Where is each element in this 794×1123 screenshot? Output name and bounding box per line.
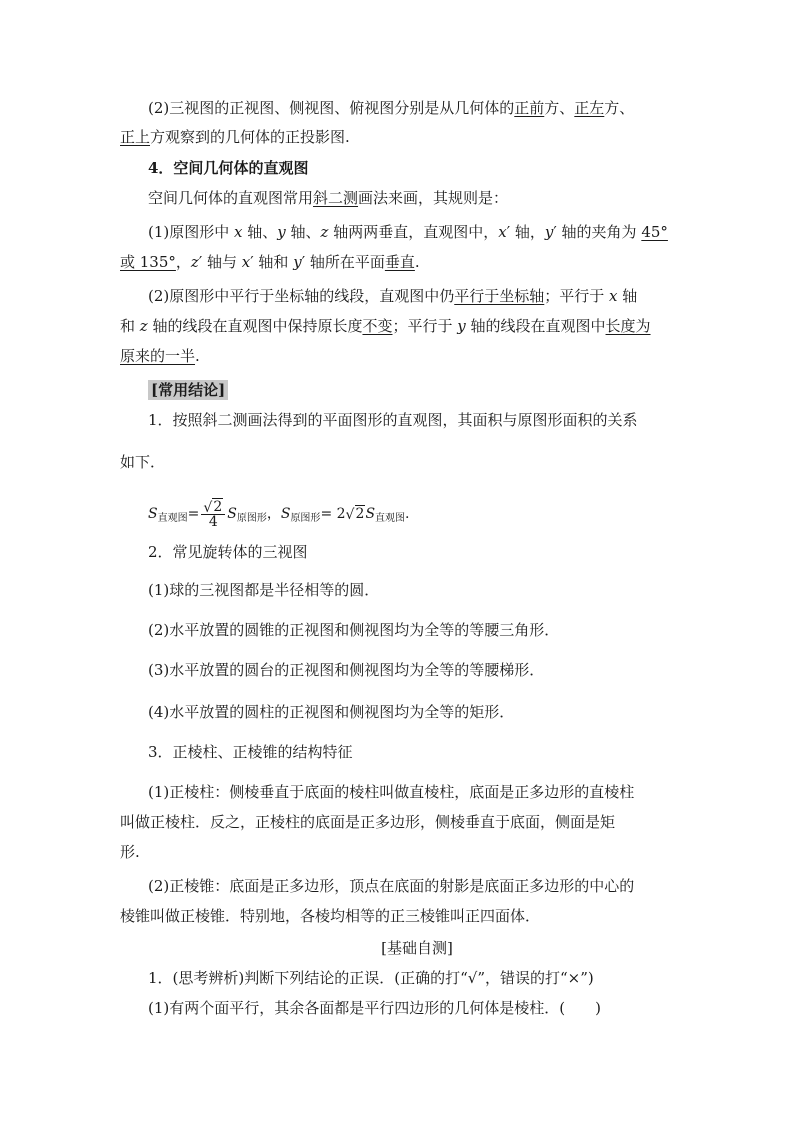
conclusion2-item4: (4)水平放置的圆柱的正视图和侧视图均为全等的矩形． [148,703,515,721]
conclusion3-para1-line2: 叫做正棱柱．反之，正棱柱的底面是正多边形，侧棱垂直于底面，侧面是矩 [120,813,616,831]
question1-item1: (1)有两个面平行，其余各面都是平行四边形的几何体是棱柱．( ) [148,999,601,1017]
conclusion3-para1-line3: 形. [120,843,140,861]
rule1-line1: (1)原图形中 x 轴、y 轴、z 轴两两垂直，直观图中，x′ 轴，y′ 轴的夹角为 45° [148,223,668,241]
conclusion2-title: 2．常见旋转体的三视图 [148,543,308,561]
conclusions-tag: [常用结论] [148,380,228,400]
conclusion1-line1: 1．按照斜二测画法得到的平面图形的直观图，其面积与原图形面积的关系 [148,411,638,429]
conclusion2-item3: (3)水平放置的圆台的正视图和侧视图均为全等的等腰梯形． [148,661,545,679]
conclusion2-item2: (2)水平放置的圆锥的正视图和侧视图均为全等的等腰三角形． [148,621,560,639]
rule1-line2: 或 135°，z′ 轴与 x′ 轴和 y′ 轴所在平面垂直. [120,253,420,271]
conclusion3-para1-line1: (1)正棱柱：侧棱垂直于底面的棱柱叫做直棱柱，底面是正多边形的直棱柱 [148,783,635,801]
rule2-line1: (2)原图形中平行于坐标轴的线段，直观图中仍平行于坐标轴；平行于 x 轴 [148,287,638,305]
area-formula: $S_{直观图}=$ √ 2 4 $S_{原图形}$，$S_{原图形}= 2$ √ $2S_{直观图}$. [0,494,794,534]
self-test-heading: [基础自测] [381,939,453,957]
section2-line2: 正上方观察到的几何体的正投影图. [120,128,350,146]
rule2-line2: 和 z 轴的线段在直观图中保持原长度不变；平行于 y 轴的线段在直观图中长度为 [120,317,651,335]
section2-line1: (2)三视图的正视图、侧视图、俯视图分别是从几何体的正前方、正左方、 [148,99,635,117]
conclusion1-line2: 如下． [120,453,166,471]
question1: 1．(思考辨析)判断下列结论的正误．(正确的打“√”，错误的打“×”) [148,969,594,987]
conclusion3-para2-line1: (2)正棱锥：底面是正多边形，顶点在底面的射影是底面正多边形的中心的 [148,877,635,895]
heading-4: 4．空间几何体的直观图 [148,159,309,177]
rule2-line3: 原来的一半. [120,347,200,365]
radical-sign-icon: √ [203,499,213,516]
conclusion3-title: 3．正棱柱、正棱锥的结构特征 [148,743,353,761]
conclusion2-item1: (1)球的三视图都是半径相等的圆． [148,581,380,599]
conclusions-tag-line [0,380,794,400]
conclusion3-para2-line2: 棱锥叫做正棱锥．特别地，各棱均相等的正三棱锥叫正四面体． [120,907,541,925]
radical-sign-icon: √ [345,507,355,523]
intro-line: 空间几何体的直观图常用斜二测画法来画，其规则是： [148,189,509,207]
fraction: √ 2 4 [201,500,225,529]
radical: √ 2 [346,494,366,534]
